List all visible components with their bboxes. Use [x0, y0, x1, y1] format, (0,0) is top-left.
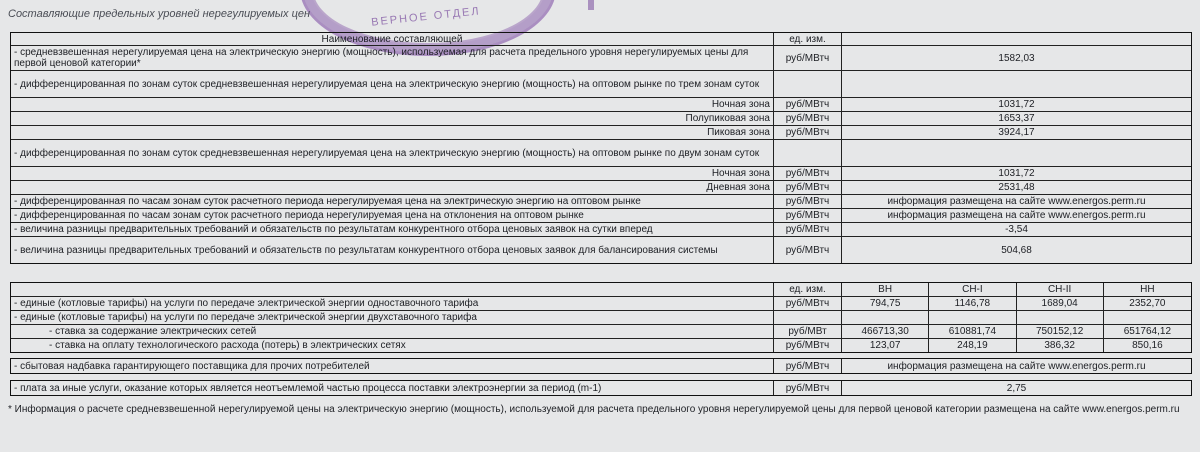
row-value — [1017, 311, 1104, 324]
row-value: 750152,12 — [1017, 325, 1104, 338]
footnote: * Информация о расчете средневзвешенной нерегулируемой цены на электрическую энергию (мощность), используемой для расчета предельного уровня нерегулируемой цены для первой ценовой категории размещена на сайте www.energos.perm.ru — [8, 404, 1180, 415]
level-vn: ВН — [842, 283, 929, 296]
row-value: 3924,17 — [998, 127, 1035, 138]
row-unit — [774, 311, 842, 324]
row-value: 651764,12 — [1123, 326, 1172, 337]
row-name: - дифференцированная по зонам суток средневзвешенная нерегулируемая цена на электрическую энергию (мощность) на оптовом рынке по трем зонам суток — [11, 71, 774, 97]
row-value: информация размещена на сайте www.energos.perm.ru — [887, 360, 1146, 372]
row-value: 2352,70 — [1129, 298, 1166, 309]
table-row — [11, 71, 1191, 98]
row-name: - дифференцированная по зонам суток средневзвешенная нерегулируемая цена на электрическую энергию (мощность) на оптовом рынке по двум зонам суток — [11, 140, 774, 166]
row-name: - дифференцированная по часам зонам суток расчетного периода нерегулируемая цена на электрическую энергию на оптовом рынке — [11, 195, 774, 208]
header-value — [842, 33, 1191, 45]
table-row — [11, 46, 1191, 71]
table-row — [11, 140, 1191, 167]
row-value: 248,19 — [929, 339, 1016, 352]
transmission-tariff-table — [10, 282, 1192, 353]
row-value: информация размещена на сайте www.energos.perm.ru — [887, 196, 1146, 207]
level-sn2: СН-II — [1017, 283, 1104, 296]
row-name: - ставка за содержание электрических сетей — [11, 325, 774, 338]
row-value: информация размещена на сайте www.energos.perm.ru — [887, 210, 1146, 221]
row-value — [842, 311, 929, 324]
row-name: - единые (котловые тарифы) на услуги по передаче электрической энергии двухставочного тарифа — [11, 311, 774, 324]
row-value: 466713,30 — [842, 325, 929, 338]
row-value: 1689,04 — [1017, 297, 1104, 310]
table-row — [11, 297, 1191, 311]
row-unit: руб/МВтч — [774, 195, 842, 208]
row-unit: руб/МВтч — [774, 181, 842, 194]
row-unit: руб/МВтч — [774, 359, 842, 373]
row-unit: руб/МВтч — [774, 46, 842, 70]
sales-markup-table — [10, 358, 1192, 374]
row-name: Ночная зона — [11, 98, 774, 111]
header-unit: ед. изм. — [774, 283, 842, 296]
table-row — [11, 167, 1191, 181]
row-name: - плата за иные услуги, оказание которых является неотъемлемой частью процесса поставки электроэнергии за период (m-1) — [11, 381, 774, 395]
other-services-table — [10, 380, 1192, 396]
row-unit: руб/МВтч — [774, 381, 842, 395]
row-name: Пиковая зона — [11, 126, 774, 139]
stamp-text: ВЕРНОЕ ОТДЕЛ — [370, 5, 482, 29]
page-title: Составляющие предельных уровней нерегулируемых цен — [8, 8, 311, 20]
row-value: 123,07 — [842, 339, 929, 352]
row-value: 1653,37 — [998, 113, 1035, 124]
row-value: 504,68 — [1001, 244, 1032, 256]
table-row — [11, 98, 1191, 112]
table-row — [11, 311, 1191, 325]
row-value — [842, 140, 1191, 166]
row-unit: руб/МВтч — [774, 339, 842, 352]
table-row — [11, 126, 1191, 140]
table-row — [11, 195, 1191, 209]
row-unit: руб/МВтч — [774, 167, 842, 180]
row-name: - единые (котловые тарифы) на услуги по передаче электрической энергии одноставочного тарифа — [11, 297, 774, 310]
header-unit: ед. изм. — [774, 33, 842, 45]
table-row — [11, 339, 1191, 352]
row-name: - средневзвешенная нерегулируемая цена на электрическую энергию (мощность), используемая для расчета предельного уровня нерегулируемых цены для первой ценовой категории* — [11, 46, 774, 70]
row-unit: руб/МВтч — [774, 98, 842, 111]
row-name: - дифференцированная по часам зонам суток расчетного периода нерегулируемая цена на отклонения на оптовом рынке — [11, 209, 774, 222]
table-row — [11, 325, 1191, 339]
row-value: 1582,03 — [998, 52, 1035, 64]
row-name: Дневная зона — [11, 181, 774, 194]
ink-mark — [588, 0, 594, 10]
row-name: Полупиковая зона — [11, 112, 774, 125]
row-unit: руб/МВтч — [774, 209, 842, 222]
row-name: Ночная зона — [11, 167, 774, 180]
level-sn1: СН-I — [929, 283, 1016, 296]
row-unit: руб/МВтч — [774, 126, 842, 139]
row-value: 1146,78 — [929, 297, 1016, 310]
row-value — [1104, 311, 1191, 324]
row-unit — [774, 140, 842, 166]
row-name: - величина разницы предварительных требований и обязательств по результатам конкурентного отбора ценовых заявок на сутки вперед — [11, 223, 774, 236]
table-row — [11, 237, 1191, 263]
row-unit — [774, 71, 842, 97]
table-row — [11, 209, 1191, 223]
row-value: 2531,48 — [998, 182, 1035, 193]
level-nn: НН — [1140, 284, 1155, 295]
wholesale-price-table — [10, 32, 1192, 264]
row-unit: руб/МВтч — [774, 112, 842, 125]
row-value — [842, 71, 1191, 97]
row-value: 850,16 — [1132, 340, 1163, 351]
row-unit: руб/МВтч — [774, 223, 842, 236]
header-name: Наименование составляющей — [11, 33, 774, 45]
row-value: 610881,74 — [929, 325, 1016, 338]
row-value: 1031,72 — [998, 99, 1035, 110]
table-header — [11, 283, 1191, 297]
table-row — [11, 359, 1191, 373]
row-unit: руб/МВтч — [774, 237, 842, 263]
row-value: 794,75 — [842, 297, 929, 310]
row-name: - ставка на оплату технологического расхода (потерь) в электрических сетях — [11, 339, 774, 352]
row-value — [929, 311, 1016, 324]
row-value: 386,32 — [1017, 339, 1104, 352]
table-row — [11, 112, 1191, 126]
row-value: 1031,72 — [998, 168, 1035, 179]
table-row — [11, 223, 1191, 237]
table-row — [11, 381, 1191, 395]
header-name — [11, 283, 774, 296]
row-value: -3,54 — [1005, 224, 1028, 235]
row-unit: руб/МВт — [774, 325, 842, 338]
row-unit: руб/МВтч — [774, 297, 842, 310]
row-name: - величина разницы предварительных требований и обязательств по результатам конкурентного отбора ценовых заявок для балансирования системы — [11, 237, 774, 263]
table-row — [11, 181, 1191, 195]
row-name: - сбытовая надбавка гарантирующего поставщика для прочих потребителей — [11, 359, 774, 373]
row-value: 2,75 — [1006, 382, 1027, 394]
table-header — [11, 33, 1191, 46]
